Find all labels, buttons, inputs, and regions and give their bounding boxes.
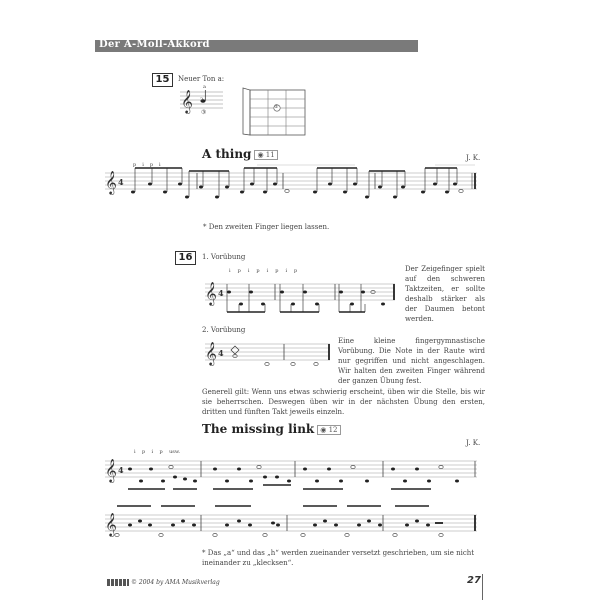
- svg-text:4: 4: [218, 288, 224, 298]
- section-title: Der A-Moll-Akkord: [99, 39, 210, 50]
- svg-text:𝄞: 𝄞: [205, 341, 217, 365]
- staff-pre-exercise-1: [205, 278, 400, 318]
- fingering-pre-exercise-1: ipipipip: [229, 268, 305, 274]
- svg-text:4: 4: [118, 177, 124, 187]
- svg-text:4: 4: [118, 465, 124, 475]
- fingering-a-thing: pipi: [133, 162, 167, 168]
- publisher-logo-icon: [107, 579, 129, 586]
- piece-title-a-thing: A thing ◉ 11: [202, 147, 278, 161]
- staff-a-thing: [105, 165, 485, 210]
- piece-title-the-missing-link: The missing link ◉ 12: [202, 422, 341, 436]
- svg-text:𝄞: 𝄞: [105, 170, 117, 194]
- composer: J. K.: [466, 154, 481, 162]
- svg-text:𝄞: 𝄞: [105, 512, 117, 536]
- new-note-staff: [180, 86, 240, 126]
- cd-track-icon: ◉ 12: [317, 425, 340, 435]
- page-number: 27: [467, 575, 481, 586]
- new-note-label: Neuer Ton a:: [178, 75, 225, 83]
- pre-exercise-2-description: Eine kleine fingergymnastische Vorübung. Die Note in der Raute wird nur gegriffen und nicht angeschlagen. Wir halten den zweiten Finger während der ganzen Übung fest.: [338, 337, 485, 385]
- exercise-number-15: 15: [152, 73, 173, 87]
- footnote-missing-link: * Das „a“ und das „h“ werden zueinander versetzt geschrieben, um sie nicht ineinander zu „klecksen“.: [202, 549, 475, 567]
- fretboard-marker: ②: [274, 104, 279, 110]
- pre-exercise-1-description: Der Zeigefinger spielt auf den schweren Taktzeiten, er sollte deshalb stärker als der Daumen betont werden.: [405, 265, 485, 323]
- general-advice-text: Generell gilt: Wenn uns etwas schwierig erscheint, üben wir die Stelle, bis wir sie beherrschen. Deswegen üben wir in der nächsten Übung den ersten, dritten und fünften Takt jeweils einzeln.: [202, 388, 485, 416]
- staff-pre-exercise-2: [205, 338, 335, 374]
- svg-text:4: 4: [218, 348, 224, 358]
- fingering-the-missing-link: i p i p usw.: [134, 449, 181, 455]
- staff-missing-link-line1: [105, 455, 485, 500]
- svg-text:𝄞: 𝄞: [105, 458, 117, 482]
- exercise-number-16: 16: [175, 251, 196, 265]
- svg-text:𝄞: 𝄞: [205, 281, 217, 305]
- cd-track-icon: ◉ 11: [254, 150, 277, 160]
- footnote-a-thing: * Den zweiten Finger liegen lassen.: [203, 223, 330, 231]
- staff-missing-link-line2: [105, 505, 485, 545]
- treble-clef-icon: 𝄞: [181, 89, 193, 113]
- composer: J. K.: [466, 439, 481, 447]
- pre-exercise-1-label: 1. Vorübung: [202, 253, 246, 261]
- pre-exercise-2-label: 2. Vorübung: [202, 326, 246, 334]
- copyright-text: © 2004 by AMA Musikverlag: [131, 579, 220, 586]
- page-edge-rule: [482, 574, 483, 600]
- fretboard-diagram: [243, 87, 313, 137]
